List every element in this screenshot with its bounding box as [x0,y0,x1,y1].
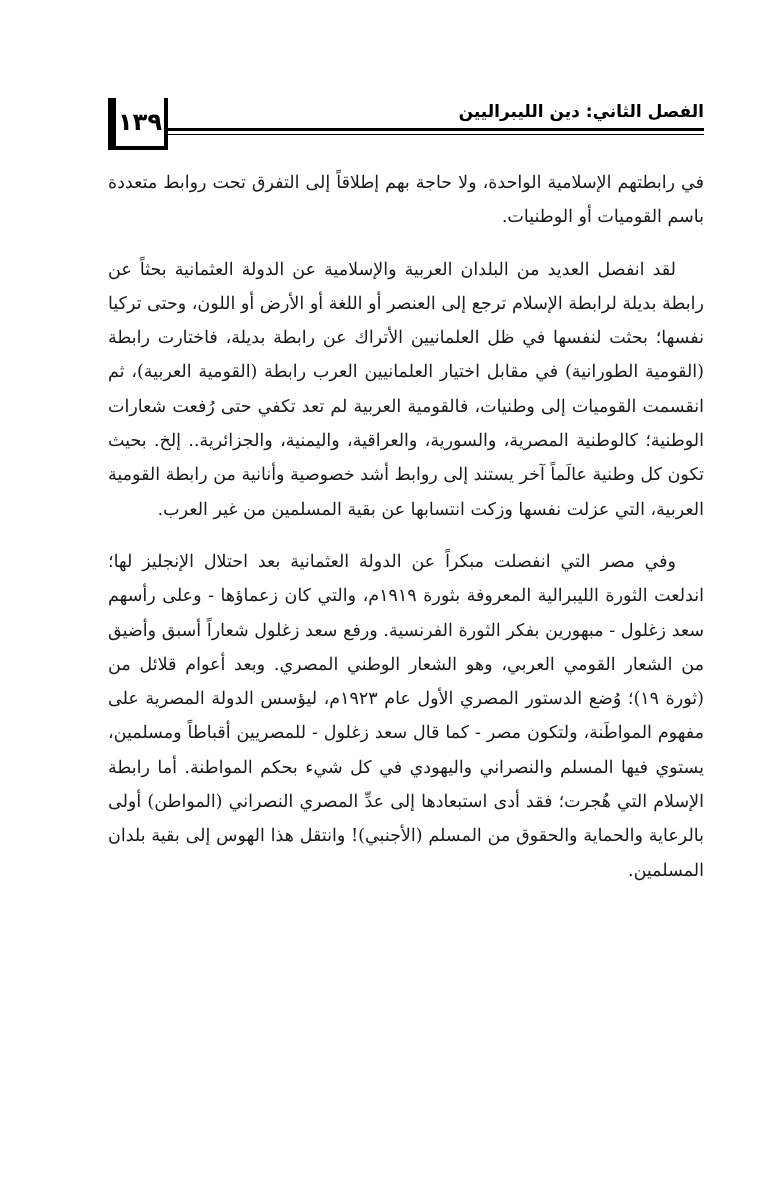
page-number: ١٣٩ [108,98,168,150]
header-rule [164,128,704,131]
chapter-title: الفصل الثاني: دين الليبراليين [458,102,704,122]
paragraph-3: وفي مصر التي انفصلت مبكراً عن الدولة العثمانية بعد احتلال الإنجليز لها؛ اندلعت الثورة الليبرالية المعروفة بثورة ١٩١٩م، والتي كان زعماؤها - وعلى رأسهم سعد زغلول - مبهورين بفكر الثورة الفرنسية. ورفع سعد زغلول شعاراً أسبق وأضيق من الشعار القومي العربي، وهو الشعار الوطني المصري. وبعد أعوام قلائل من (ثورة ١٩)؛ وُضع الدستور المصري الأول عام ١٩٢٣م، ليؤسس الدولة المصرية على مفهوم المواطَنة، ولتكون مصر - كما قال سعد زغلول - للمصريين أقباطاً ومسلمين، يستوي فيها المسلم والنصراني واليهودي في كل شيء بحكم المواطنة. أما رابطة الإسلام التي هُجرت؛ فقد أدى استبعادها إلى عدِّ المصري النصراني (المواطن) أولى بالرعاية والحماية والحقوق من المسلم (الأجنبي)! وانتقل هذا الهوس إلى بقية بلدان المسلمين. [108,551,705,881]
paragraph-2: لقد انفصل العديد من البلدان العربية والإسلامية عن الدولة العثمانية بحثاً عن رابطة بديلة لرابطة الإسلام ترجع إلى العنصر أو اللغة أو الأرض أو اللون، وحتى تركيا نفسها؛ بحثت لنفسها في ظل العلمانيين الأتراك عن رابطة بديلة، فاختارت رابطة (القومية الطورانية) في مقابل اختيار العلمانيين العرب رابطة (القومية العربية)، ثم انقسمت القوميات إلى وطنيات، فالقومية العربية لم تعد تكفي حتى رُفعت شعارات الوطنية؛ كالوطنية المصرية، والسورية، والعراقية، واليمنية، والجزائرية.. إلخ. بحيث تكون كل وطنية عالَماً آخر يستند إلى روابط أشد خصوصية وأنانية من رابطة القومية العربية، التي عزلت نفسها وزكت انتسابها عن بقية المسلمين من غير العرب. [108,259,704,520]
running-header [108,98,704,150]
paragraph-1: في رابطتهم الإسلامية الواحدة، ولا حاجة بهم إطلاقاً إلى التفرق تحت روابط متعددة باسم القوميات أو الوطنيات. [108,173,704,228]
page-body [108,166,704,888]
header-rule-thin [164,134,704,135]
